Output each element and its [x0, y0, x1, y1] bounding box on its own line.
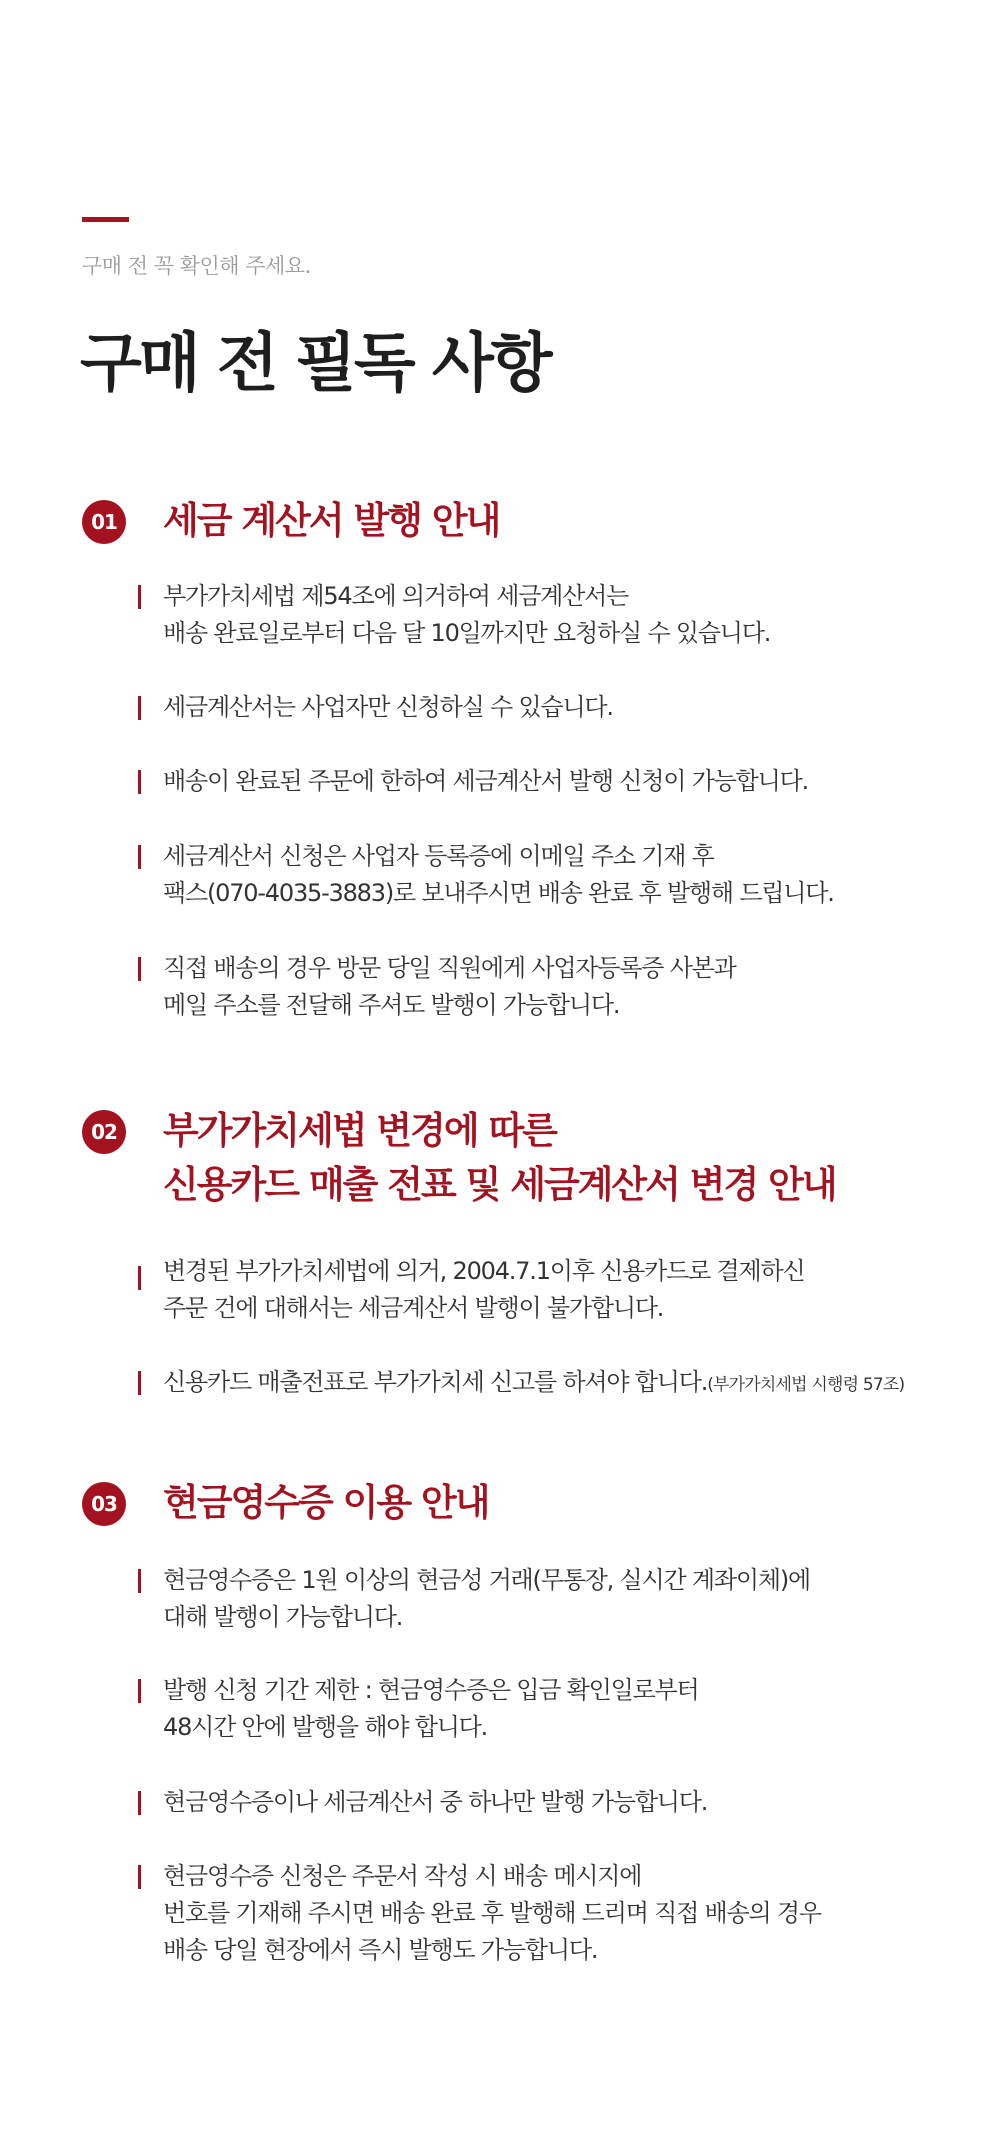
- list-item: [138, 1858, 978, 1969]
- list-item-line: 발행 신청 기간 제한 : 현금영수증은 입금 확인일로부터: [163, 1676, 699, 1704]
- list-item-line: 메일 주소를 전달해 주셔도 발행이 가능합니다.: [163, 991, 620, 1019]
- section-title: [163, 494, 499, 548]
- bullet-bar: [138, 845, 141, 869]
- list-item-text: [163, 1562, 978, 1636]
- legal-reference-note: (부가가치세법 시행령 57조): [707, 1375, 905, 1395]
- list-item-line: 현금영수증은 1원 이상의 현금성 거래(무통장, 실시간 계좌이체)에: [163, 1566, 810, 1594]
- list-item-text: [163, 838, 978, 912]
- list-item-text: [163, 1858, 978, 1969]
- list-item: [138, 1784, 978, 1821]
- section-title-line: 세금 계산서 발행 안내: [163, 499, 500, 542]
- list-item: [138, 689, 978, 726]
- list-item: [138, 1253, 978, 1327]
- list-item-line: 세금계산서는 사업자만 신청하실 수 있습니다.: [163, 693, 613, 721]
- list-item-line: 변경된 부가가치세법에 의거, 2004.7.1이후 신용카드로 결제하신: [163, 1257, 805, 1285]
- bullet-bar: [138, 1266, 141, 1290]
- list-item-line: 번호를 기재해 주시면 배송 완료 후 발행해 드리며 직접 배송의 경우: [163, 1899, 821, 1927]
- bullet-bar: [138, 585, 141, 609]
- list-item-line: 48시간 안에 발행을 해야 합니다.: [163, 1713, 488, 1741]
- list-item: [138, 763, 978, 800]
- accent-bar: [82, 217, 129, 222]
- list-item-text: [163, 1364, 978, 1404]
- list-item-text: [163, 1672, 978, 1746]
- list-item: [138, 838, 978, 912]
- list-item-text: [163, 689, 978, 726]
- list-item-main-text: 신용카드 매출전표로 부가가치세 신고를 하셔야 합니다.: [163, 1368, 708, 1396]
- list-item-line: 세금계산서 신청은 사업자 등록증에 이메일 주소 기재 후: [163, 842, 714, 870]
- list-item-text: [163, 578, 978, 652]
- section-title-line: 현금영수증 이용 안내: [163, 1481, 489, 1524]
- list-item-line: 현금영수증이나 세금계산서 중 하나만 발행 가능합니다.: [163, 1788, 708, 1816]
- list-item-text: [163, 1253, 978, 1327]
- bullet-bar: [138, 1569, 141, 1593]
- list-item-line: [163, 1364, 978, 1404]
- list-item-line: 직접 배송의 경우 방문 당일 직원에게 사업자등록증 사본과: [163, 954, 736, 982]
- list-item-line: 부가가치세법 제54조에 의거하여 세금계산서는: [163, 582, 629, 610]
- list-item-line: 배송 완료일로부터 다음 달 10일까지만 요청하실 수 있습니다.: [163, 619, 771, 647]
- list-item-line: 배송이 완료된 주문에 한하여 세금계산서 발행 신청이 가능합니다.: [163, 767, 808, 795]
- list-item: [138, 950, 978, 1024]
- list-item: [138, 578, 978, 652]
- bullet-bar: [138, 1679, 141, 1703]
- bullet-bar: [138, 770, 141, 794]
- bullet-bar: [138, 696, 141, 720]
- bullet-bar: [138, 1791, 141, 1815]
- list-item-line: 대해 발행이 가능합니다.: [163, 1603, 403, 1631]
- list-item: [138, 1364, 978, 1404]
- bullet-bar: [138, 957, 141, 981]
- section-title: [163, 1476, 488, 1530]
- section-title-line: 부가가치세법 변경에 따른: [163, 1109, 556, 1152]
- list-item-line: 팩스(070-4035-3883)로 보내주시면 배송 완료 후 발행해 드립니다.: [163, 879, 834, 907]
- list-item-line: 배송 당일 현장에서 즉시 발행도 가능합니다.: [163, 1936, 598, 1964]
- section-title: [163, 1104, 836, 1212]
- page-subtitle: 구매 전 꼭 확인해 주세요.: [82, 254, 311, 278]
- section-title-line: 신용카드 매출 전표 및 세금계산서 변경 안내: [163, 1163, 836, 1206]
- section-number-badge: 02: [82, 1110, 126, 1154]
- section-number-badge: 01: [82, 500, 126, 544]
- list-item-text: [163, 763, 978, 800]
- list-item-text: [163, 950, 978, 1024]
- list-item: [138, 1672, 978, 1746]
- bullet-bar: [138, 1371, 141, 1395]
- section-number-badge: 03: [82, 1482, 126, 1526]
- list-item: [138, 1562, 978, 1636]
- list-item-line: 현금영수증 신청은 주문서 작성 시 배송 메시지에: [163, 1862, 642, 1890]
- bullet-bar: [138, 1865, 141, 1889]
- list-item-line: 주문 건에 대해서는 세금계산서 발행이 불가합니다.: [163, 1294, 664, 1322]
- list-item-text: [163, 1784, 978, 1821]
- page-title: 구매 전 필독 사항: [80, 327, 550, 401]
